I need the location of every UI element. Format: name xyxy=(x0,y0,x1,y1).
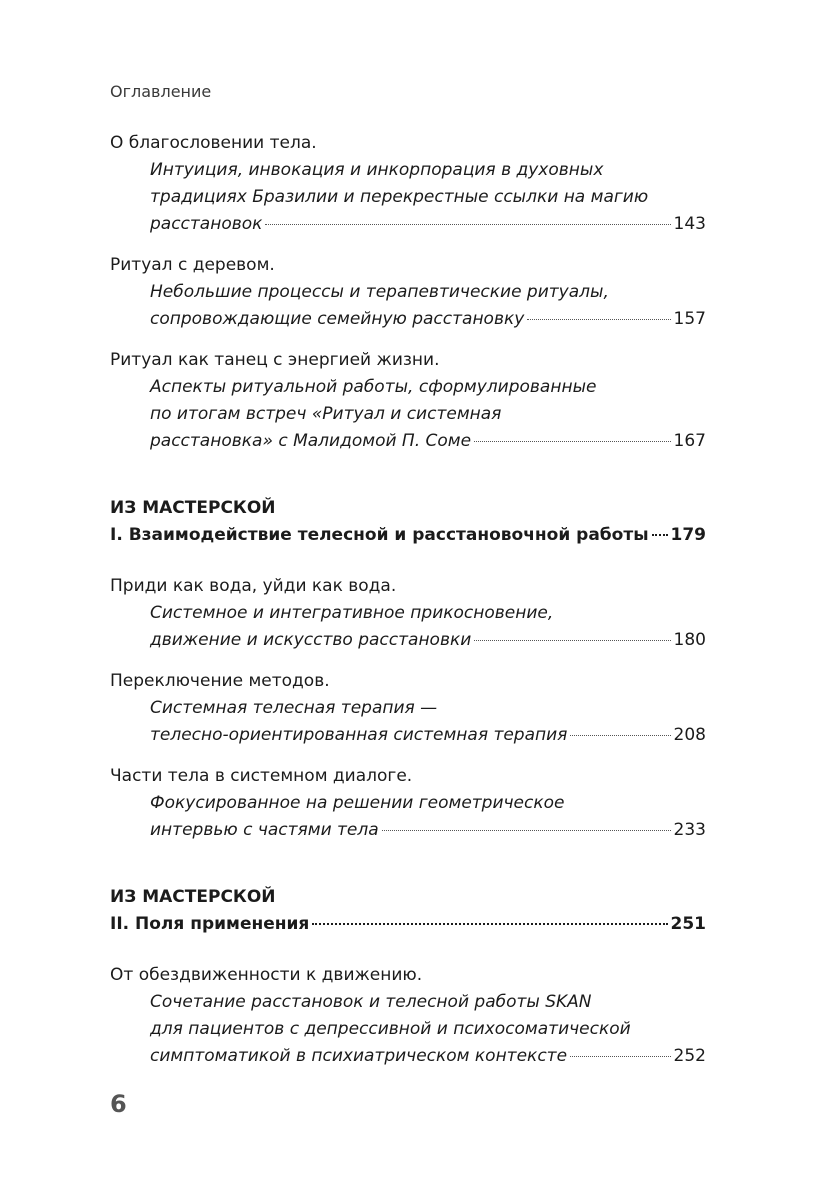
toc-entry-subtitle xyxy=(110,790,706,844)
subtitle-line: движение и искусство расстановки xyxy=(150,630,472,650)
dot-leader xyxy=(382,830,671,831)
subtitle-line: по итогам встреч «Ритуал и системная xyxy=(150,404,502,424)
section-heading[interactable] xyxy=(110,495,706,549)
dot-leader xyxy=(527,319,670,320)
section-label: ИЗ МАСТЕРСКОЙ xyxy=(110,887,276,907)
subtitle-line: сопровождающие семейную расстановку xyxy=(150,309,525,329)
page-number: 157 xyxy=(673,309,706,329)
subtitle-line: Сочетание расстановок и телесной работы SKAN xyxy=(150,992,592,1012)
toc-entry-subtitle xyxy=(110,695,706,749)
leader-line xyxy=(150,817,706,844)
page-number: 251 xyxy=(670,914,706,934)
toc-entry[interactable] xyxy=(110,252,706,333)
page-number: 252 xyxy=(673,1046,706,1066)
toc-entry-title: Части тела в системном диалоге. xyxy=(110,766,413,786)
subtitle-line: симптоматикой в психиатрическом контексте xyxy=(150,1046,568,1066)
subtitle-line: интервью с частями тела xyxy=(150,820,379,840)
section-heading[interactable] xyxy=(110,884,706,938)
subtitle-line: телесно-ориентированная системная терапия xyxy=(150,725,568,745)
leader-line xyxy=(150,306,706,333)
subtitle-line: для пациентов с депрессивной и психосоматической xyxy=(150,1019,631,1039)
toc-entry-title: Ритуал как танец с энергией жизни. xyxy=(110,350,440,370)
toc-entry-title: Переключение методов. xyxy=(110,671,330,691)
toc-entry[interactable] xyxy=(110,573,706,654)
dot-leader xyxy=(474,441,670,442)
leader-line xyxy=(150,722,706,749)
subtitle-line: Интуиция, инвокация и инкорпорация в духовных xyxy=(150,160,604,180)
leader-line xyxy=(150,211,706,238)
dot-leader xyxy=(474,640,670,641)
folio-page-number: 6 xyxy=(110,1090,127,1118)
section-title: I. Взаимодействие телесной и расстановочной работы xyxy=(110,525,649,545)
section-title-line xyxy=(110,522,706,549)
subtitle-line: Системная телесная терапия — xyxy=(150,698,438,718)
dot-leader xyxy=(265,224,670,225)
page-number: 180 xyxy=(673,630,706,650)
toc-entry-subtitle xyxy=(110,279,706,333)
leader-line xyxy=(150,428,706,455)
leader-line xyxy=(150,1043,706,1070)
toc-entry[interactable] xyxy=(110,347,706,455)
toc-entry-subtitle xyxy=(110,374,706,455)
toc-entry[interactable] xyxy=(110,962,706,1070)
page-number: 143 xyxy=(673,214,706,234)
toc-entry-title: О благословении тела. xyxy=(110,133,317,153)
subtitle-line: Системное и интегративное прикосновение, xyxy=(150,603,554,623)
toc-entry[interactable] xyxy=(110,668,706,749)
subtitle-line: традициях Бразилии и перекрестные ссылки на магию xyxy=(150,187,649,207)
subtitle-line: Небольшие процессы и терапевтические ритуалы, xyxy=(150,282,609,302)
subtitle-line: расстановок xyxy=(150,214,263,234)
toc-entry[interactable] xyxy=(110,763,706,844)
page-number: 167 xyxy=(673,431,706,451)
page-number: 233 xyxy=(673,820,706,840)
dot-leader xyxy=(312,923,667,925)
toc-entry-title: Ритуал с деревом. xyxy=(110,255,275,275)
dot-leader xyxy=(652,534,668,536)
toc-entry-subtitle xyxy=(110,600,706,654)
section-label: ИЗ МАСТЕРСКОЙ xyxy=(110,498,276,518)
page-number: 179 xyxy=(670,525,706,545)
section-title: II. Поля применения xyxy=(110,914,310,934)
running-header: Оглавление xyxy=(110,82,212,101)
toc-entry-title: Приди как вода, уйди как вода. xyxy=(110,576,397,596)
subtitle-line: расстановка» с Малидомой П. Соме xyxy=(150,431,472,451)
leader-line xyxy=(150,627,706,654)
toc-entry[interactable] xyxy=(110,130,706,238)
page-number: 208 xyxy=(673,725,706,745)
dot-leader xyxy=(570,735,670,736)
dot-leader xyxy=(570,1056,671,1057)
subtitle-line: Аспекты ритуальной работы, сформулированные xyxy=(150,377,597,397)
subtitle-line: Фокусированное на решении геометрическое xyxy=(150,793,565,813)
section-title-line xyxy=(110,911,706,938)
toc-entry-subtitle xyxy=(110,989,706,1070)
table-of-contents xyxy=(110,130,706,1084)
toc-entry-title: От обездвиженности к движению. xyxy=(110,965,423,985)
toc-entry-subtitle xyxy=(110,157,706,238)
